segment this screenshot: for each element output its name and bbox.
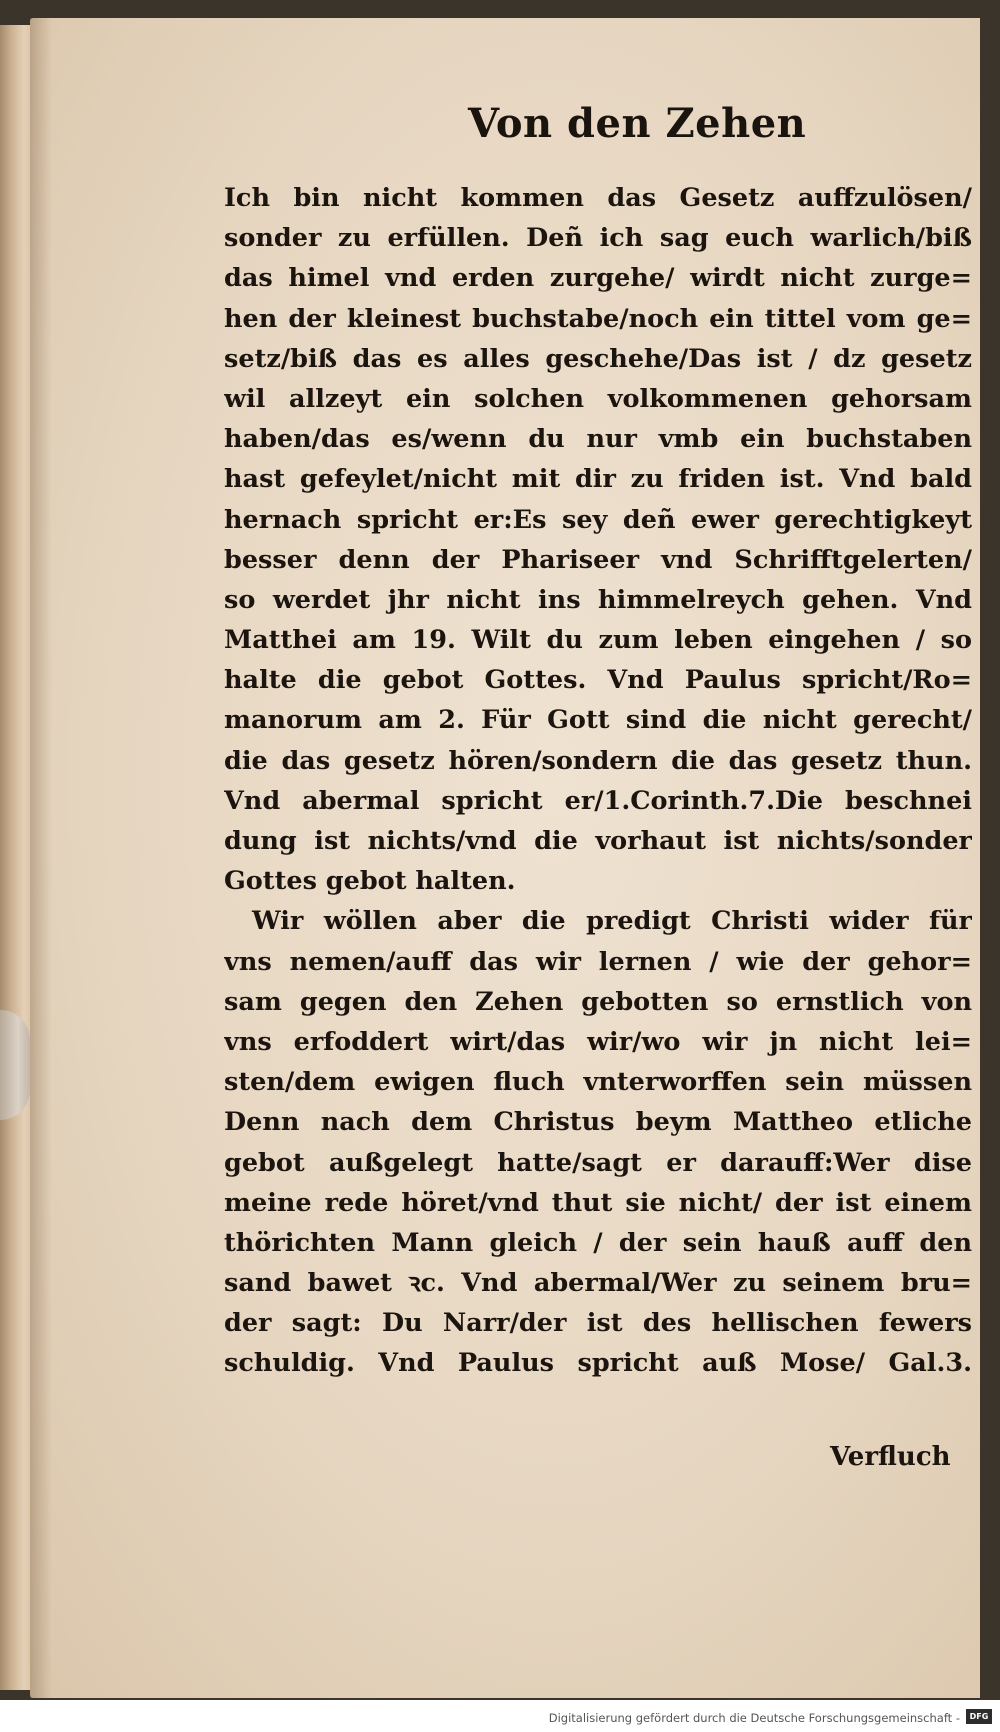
book-clip bbox=[0, 1010, 30, 1120]
text-line: haben/das es/wenn du nur vmb ein buchstaben bbox=[224, 424, 972, 455]
text-line: hernach spricht er:Es sey deñ ewer gerechtigkeyt bbox=[224, 504, 972, 535]
text-line: sonder zu erfüllen. Deñ ich sag euch warlich/biß bbox=[224, 223, 972, 254]
text-line: halte die gebot Gottes. Vnd Paulus spricht/Ro= bbox=[224, 665, 972, 696]
text-line: der sagt: Du Narr/der ist des hellischen fewers bbox=[224, 1308, 972, 1339]
text-line: besser denn der Phariseer vnd Schrifftgelerten/ bbox=[224, 544, 972, 575]
text-line: sten/dem ewigen fluch vnterworffen sein müssen bbox=[224, 1067, 972, 1098]
catchword: Verfluch bbox=[830, 1442, 951, 1472]
text-line: hen der kleinest buchstabe/noch ein tittel vom ge= bbox=[224, 303, 972, 334]
text-line: Vnd abermal spricht er/1.Corinth.7.Die beschnei bbox=[224, 785, 972, 816]
text-line: thörichten Mann gleich / der sein hauß auff den bbox=[224, 1227, 972, 1258]
text-line: Ich bin nicht kommen das Gesetz auffzulösen/ bbox=[224, 183, 972, 213]
text-line: Gottes gebot halten. bbox=[224, 866, 516, 897]
book-page-edges bbox=[0, 25, 34, 1690]
dfg-logo: DFG bbox=[966, 1709, 992, 1724]
text-line: dung ist nichts/vnd die vorhaut ist nichts/sonder bbox=[224, 826, 972, 856]
running-head: Von den Zehen bbox=[468, 100, 807, 147]
text-line: Matthei am 19. Wilt du zum leben eingehen / so bbox=[224, 625, 972, 656]
text-line: setz/biß das es alles geschehe/Das ist / dz gesetz bbox=[224, 343, 972, 374]
text-line: die das gesetz hören/sondern die das gesetz thun. bbox=[224, 745, 972, 776]
text-line: Wir wöllen aber die predigt Christi wider für bbox=[252, 906, 972, 937]
text-line: sam gegen den Zehen gebotten so ernstlich von bbox=[224, 986, 972, 1017]
text-line: Denn nach dem Christus beym Mattheo etliche bbox=[224, 1107, 972, 1138]
text-line: das himel vnd erden zurgehe/ wirdt nicht zurge= bbox=[224, 263, 972, 294]
text-line: vns erfoddert wirt/das wir/wo wir jn nicht lei= bbox=[224, 1026, 972, 1057]
text-line: gebot außgelegt hatte/sagt er darauff:Wer dise bbox=[224, 1147, 972, 1178]
text-line: sand bawet ꝛc. Vnd abermal/Wer zu seinem bru= bbox=[224, 1268, 972, 1299]
gutter-shadow bbox=[30, 18, 52, 1698]
body-text bbox=[224, 178, 972, 1384]
text-line: wil allzeyt ein solchen volkommenen gehorsam bbox=[224, 383, 972, 414]
text-line: schuldig. Vnd Paulus spricht auß Mose/ Gal.3. bbox=[224, 1348, 972, 1379]
text-line: hast gefeylet/nicht mit dir zu friden ist. Vnd bald bbox=[224, 464, 972, 495]
text-line: meine rede höret/vnd thut sie nicht/ der ist einem bbox=[224, 1187, 972, 1218]
text-line: so werdet jhr nicht ins himmelreych gehen. Vnd bbox=[224, 584, 972, 615]
funding-note: Digitalisierung gefördert durch die Deutsche Forschungsgemeinschaft - bbox=[548, 1711, 960, 1725]
text-line: vns nemen/auff das wir lernen / wie der gehor= bbox=[224, 946, 972, 977]
text-line: manorum am 2. Für Gott sind die nicht gerecht/ bbox=[224, 705, 972, 736]
